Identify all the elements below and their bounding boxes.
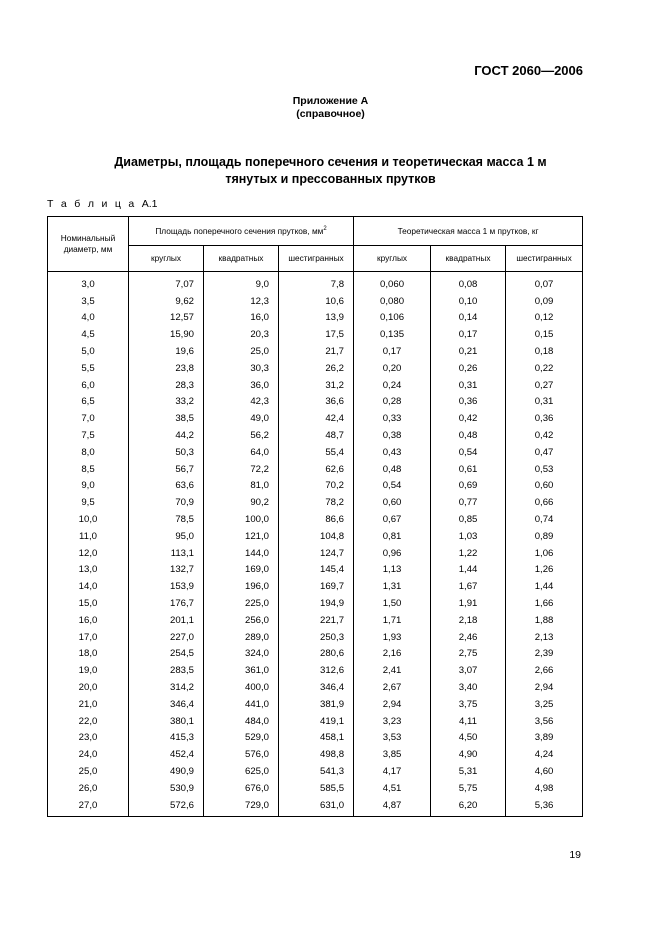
value-cell: 541,3: [279, 763, 354, 780]
value-cell: 0,26: [431, 360, 506, 377]
value-cell: 1,71: [354, 612, 431, 629]
value-cell: 17,5: [279, 326, 354, 343]
value-cell: 0,69: [431, 478, 506, 495]
value-cell: 70,9: [129, 494, 204, 511]
value-cell: 0,10: [431, 293, 506, 310]
value-cell: 4,24: [506, 746, 583, 763]
value-cell: 3,56: [506, 713, 583, 730]
value-cell: 221,7: [279, 612, 354, 629]
value-cell: 0,31: [431, 377, 506, 394]
section-title-line2: тянутых и прессованных прутков: [225, 172, 436, 186]
appendix-note: (справочное): [296, 108, 365, 120]
diameter-cell: 8,0: [48, 444, 129, 461]
value-cell: 0,33: [354, 410, 431, 427]
table-row: [48, 410, 583, 427]
value-cell: 0,43: [354, 444, 431, 461]
table-label-word: Т а б л и ц а: [47, 198, 137, 210]
value-cell: 225,0: [204, 595, 279, 612]
table-row: [48, 377, 583, 394]
value-cell: 346,4: [279, 679, 354, 696]
value-cell: 676,0: [204, 780, 279, 797]
value-cell: 62,6: [279, 461, 354, 478]
appendix-title: Приложение А: [292, 95, 369, 107]
diameter-cell: 3,0: [48, 272, 129, 293]
diameter-cell: 19,0: [48, 662, 129, 679]
value-cell: 19,6: [129, 343, 204, 360]
value-cell: 4,17: [354, 763, 431, 780]
header-area-group: [129, 217, 354, 246]
value-cell: 441,0: [204, 696, 279, 713]
value-cell: 0,22: [506, 360, 583, 377]
value-cell: 13,9: [279, 310, 354, 327]
value-cell: 380,1: [129, 713, 204, 730]
table-row: [48, 494, 583, 511]
diameter-cell: 8,5: [48, 461, 129, 478]
table-row: [48, 326, 583, 343]
diameter-cell: 7,5: [48, 427, 129, 444]
value-cell: 23,8: [129, 360, 204, 377]
value-cell: 0,106: [354, 310, 431, 327]
value-cell: 1,67: [431, 578, 506, 595]
value-cell: 44,2: [129, 427, 204, 444]
diameter-cell: 6,0: [48, 377, 129, 394]
table-row: [48, 662, 583, 679]
value-cell: 1,88: [506, 612, 583, 629]
table-label: [47, 198, 158, 210]
value-cell: 20,3: [204, 326, 279, 343]
table-row: [48, 629, 583, 646]
value-cell: 196,0: [204, 578, 279, 595]
value-cell: 0,42: [506, 427, 583, 444]
value-cell: 1,91: [431, 595, 506, 612]
value-cell: 2,75: [431, 646, 506, 663]
value-cell: 0,77: [431, 494, 506, 511]
table-row: [48, 746, 583, 763]
value-cell: 0,135: [354, 326, 431, 343]
diameter-cell: 18,0: [48, 646, 129, 663]
value-cell: 3,07: [431, 662, 506, 679]
table-row: [48, 360, 583, 377]
value-cell: 176,7: [129, 595, 204, 612]
value-cell: 0,31: [506, 394, 583, 411]
subheader-cell: квадратных: [431, 246, 506, 272]
value-cell: 3,23: [354, 713, 431, 730]
diameter-cell: 9,0: [48, 478, 129, 495]
table-row: [48, 763, 583, 780]
value-cell: 4,87: [354, 797, 431, 816]
table-row: [48, 293, 583, 310]
table-row: [48, 545, 583, 562]
value-cell: 4,11: [431, 713, 506, 730]
diameter-cell: 12,0: [48, 545, 129, 562]
value-cell: 631,0: [279, 797, 354, 816]
value-cell: 30,3: [204, 360, 279, 377]
value-cell: 2,46: [431, 629, 506, 646]
value-cell: 42,3: [204, 394, 279, 411]
value-cell: 1,22: [431, 545, 506, 562]
value-cell: 1,50: [354, 595, 431, 612]
value-cell: 0,060: [354, 272, 431, 293]
diameter-cell: 6,5: [48, 394, 129, 411]
value-cell: 10,6: [279, 293, 354, 310]
value-cell: 4,51: [354, 780, 431, 797]
value-cell: 452,4: [129, 746, 204, 763]
section-title: [0, 154, 661, 188]
value-cell: 0,61: [431, 461, 506, 478]
table-row: [48, 797, 583, 816]
value-cell: 56,2: [204, 427, 279, 444]
value-cell: 5,36: [506, 797, 583, 816]
value-cell: 95,0: [129, 528, 204, 545]
value-cell: 0,36: [506, 410, 583, 427]
value-cell: 104,8: [279, 528, 354, 545]
value-cell: 121,0: [204, 528, 279, 545]
value-cell: 36,6: [279, 394, 354, 411]
value-cell: 0,21: [431, 343, 506, 360]
table-row: [48, 679, 583, 696]
subheader-cell: круглых: [354, 246, 431, 272]
value-cell: 0,54: [431, 444, 506, 461]
value-cell: 3,89: [506, 730, 583, 747]
table-row: [48, 713, 583, 730]
diameter-cell: 4,5: [48, 326, 129, 343]
value-cell: 90,2: [204, 494, 279, 511]
value-cell: 0,07: [506, 272, 583, 293]
value-cell: 0,67: [354, 511, 431, 528]
value-cell: 0,60: [506, 478, 583, 495]
value-cell: 381,9: [279, 696, 354, 713]
value-cell: 78,2: [279, 494, 354, 511]
value-cell: 132,7: [129, 562, 204, 579]
value-cell: 227,0: [129, 629, 204, 646]
table-body: [48, 272, 583, 817]
value-cell: 21,7: [279, 343, 354, 360]
value-cell: 0,38: [354, 427, 431, 444]
value-cell: 1,26: [506, 562, 583, 579]
value-cell: 0,12: [506, 310, 583, 327]
value-cell: 5,75: [431, 780, 506, 797]
diameter-cell: 3,5: [48, 293, 129, 310]
standard-designation: ГОСТ 2060—2006: [474, 63, 583, 78]
value-cell: 5,31: [431, 763, 506, 780]
value-cell: 31,2: [279, 377, 354, 394]
value-cell: 169,7: [279, 578, 354, 595]
value-cell: 7,07: [129, 272, 204, 293]
value-cell: 0,080: [354, 293, 431, 310]
diameter-cell: 7,0: [48, 410, 129, 427]
table-header-row: [48, 217, 583, 246]
value-cell: 314,2: [129, 679, 204, 696]
diameter-cell: 23,0: [48, 730, 129, 747]
value-cell: 153,9: [129, 578, 204, 595]
value-cell: 7,8: [279, 272, 354, 293]
value-cell: 3,53: [354, 730, 431, 747]
value-cell: 324,0: [204, 646, 279, 663]
value-cell: 0,14: [431, 310, 506, 327]
value-cell: 254,5: [129, 646, 204, 663]
value-cell: 3,85: [354, 746, 431, 763]
value-cell: 625,0: [204, 763, 279, 780]
value-cell: 0,28: [354, 394, 431, 411]
table-row: [48, 696, 583, 713]
table-row: [48, 461, 583, 478]
value-cell: 42,4: [279, 410, 354, 427]
value-cell: 361,0: [204, 662, 279, 679]
diameter-cell: 5,5: [48, 360, 129, 377]
subheader-cell: шестигранных: [279, 246, 354, 272]
value-cell: 56,7: [129, 461, 204, 478]
value-cell: 72,2: [204, 461, 279, 478]
value-cell: 144,0: [204, 545, 279, 562]
value-cell: 0,24: [354, 377, 431, 394]
table-row: [48, 272, 583, 293]
data-table: [47, 216, 583, 817]
table-row: [48, 528, 583, 545]
value-cell: 48,7: [279, 427, 354, 444]
value-cell: 0,47: [506, 444, 583, 461]
table-row: [48, 394, 583, 411]
value-cell: 38,5: [129, 410, 204, 427]
diameter-cell: 10,0: [48, 511, 129, 528]
value-cell: 0,85: [431, 511, 506, 528]
value-cell: 1,06: [506, 545, 583, 562]
value-cell: 0,08: [431, 272, 506, 293]
header-area-superscript: 2: [323, 225, 327, 232]
value-cell: 0,18: [506, 343, 583, 360]
value-cell: 1,93: [354, 629, 431, 646]
value-cell: 33,2: [129, 394, 204, 411]
diameter-cell: 25,0: [48, 763, 129, 780]
value-cell: 201,1: [129, 612, 204, 629]
diameter-cell: 5,0: [48, 343, 129, 360]
value-cell: 78,5: [129, 511, 204, 528]
table-row: [48, 478, 583, 495]
header-mass-group: Теоретическая масса 1 м прутков, кг: [354, 217, 583, 246]
diameter-cell: 24,0: [48, 746, 129, 763]
value-cell: 55,4: [279, 444, 354, 461]
table-row: [48, 595, 583, 612]
subheader-cell: квадратных: [204, 246, 279, 272]
diameter-cell: 9,5: [48, 494, 129, 511]
value-cell: 529,0: [204, 730, 279, 747]
value-cell: 28,3: [129, 377, 204, 394]
diameter-cell: 17,0: [48, 629, 129, 646]
value-cell: 0,42: [431, 410, 506, 427]
value-cell: 194,9: [279, 595, 354, 612]
subheader-cell: шестигранных: [506, 246, 583, 272]
value-cell: 1,13: [354, 562, 431, 579]
value-cell: 1,44: [506, 578, 583, 595]
subheader-cell: круглых: [129, 246, 204, 272]
value-cell: 1,66: [506, 595, 583, 612]
table-row: [48, 511, 583, 528]
value-cell: 0,89: [506, 528, 583, 545]
value-cell: 169,0: [204, 562, 279, 579]
value-cell: 124,7: [279, 545, 354, 562]
value-cell: 0,74: [506, 511, 583, 528]
table-row: [48, 562, 583, 579]
value-cell: 312,6: [279, 662, 354, 679]
value-cell: 16,0: [204, 310, 279, 327]
diameter-cell: 11,0: [48, 528, 129, 545]
value-cell: 15,90: [129, 326, 204, 343]
header-area-text: Площадь поперечного сечения прутков, мм: [155, 225, 324, 236]
value-cell: 0,48: [431, 427, 506, 444]
value-cell: 498,8: [279, 746, 354, 763]
value-cell: 113,1: [129, 545, 204, 562]
value-cell: 2,66: [506, 662, 583, 679]
value-cell: 81,0: [204, 478, 279, 495]
value-cell: 2,18: [431, 612, 506, 629]
page-number: 19: [569, 849, 581, 861]
diameter-cell: 4,0: [48, 310, 129, 327]
value-cell: 346,4: [129, 696, 204, 713]
table-row: [48, 646, 583, 663]
diameter-cell: 20,0: [48, 679, 129, 696]
value-cell: 0,36: [431, 394, 506, 411]
value-cell: 2,94: [506, 679, 583, 696]
value-cell: 0,09: [506, 293, 583, 310]
diameter-cell: 22,0: [48, 713, 129, 730]
value-cell: 6,20: [431, 797, 506, 816]
value-cell: 12,57: [129, 310, 204, 327]
value-cell: 100,0: [204, 511, 279, 528]
value-cell: 0,66: [506, 494, 583, 511]
value-cell: 3,40: [431, 679, 506, 696]
value-cell: 0,53: [506, 461, 583, 478]
value-cell: 4,90: [431, 746, 506, 763]
value-cell: 0,17: [354, 343, 431, 360]
value-cell: 2,41: [354, 662, 431, 679]
header-diameter: Номинальный диаметр, мм: [48, 217, 129, 272]
value-cell: 2,13: [506, 629, 583, 646]
value-cell: 1,03: [431, 528, 506, 545]
value-cell: 530,9: [129, 780, 204, 797]
value-cell: 26,2: [279, 360, 354, 377]
value-cell: 415,3: [129, 730, 204, 747]
value-cell: 729,0: [204, 797, 279, 816]
value-cell: 585,5: [279, 780, 354, 797]
value-cell: 4,60: [506, 763, 583, 780]
value-cell: 256,0: [204, 612, 279, 629]
value-cell: 25,0: [204, 343, 279, 360]
value-cell: 458,1: [279, 730, 354, 747]
appendix-heading: [0, 95, 661, 121]
value-cell: 1,31: [354, 578, 431, 595]
value-cell: 0,48: [354, 461, 431, 478]
value-cell: 86,6: [279, 511, 354, 528]
value-cell: 36,0: [204, 377, 279, 394]
table-row: [48, 730, 583, 747]
value-cell: 400,0: [204, 679, 279, 696]
value-cell: 1,44: [431, 562, 506, 579]
value-cell: 572,6: [129, 797, 204, 816]
diameter-cell: 14,0: [48, 578, 129, 595]
table-row: [48, 780, 583, 797]
value-cell: 0,15: [506, 326, 583, 343]
diameter-cell: 16,0: [48, 612, 129, 629]
value-cell: 0,60: [354, 494, 431, 511]
value-cell: 2,39: [506, 646, 583, 663]
diameter-cell: 15,0: [48, 595, 129, 612]
value-cell: 0,27: [506, 377, 583, 394]
value-cell: 4,50: [431, 730, 506, 747]
value-cell: 0,96: [354, 545, 431, 562]
value-cell: 0,81: [354, 528, 431, 545]
value-cell: 576,0: [204, 746, 279, 763]
diameter-cell: 13,0: [48, 562, 129, 579]
value-cell: 145,4: [279, 562, 354, 579]
value-cell: 0,17: [431, 326, 506, 343]
value-cell: 63,6: [129, 478, 204, 495]
value-cell: 419,1: [279, 713, 354, 730]
value-cell: 4,98: [506, 780, 583, 797]
value-cell: 49,0: [204, 410, 279, 427]
value-cell: 9,0: [204, 272, 279, 293]
value-cell: 250,3: [279, 629, 354, 646]
value-cell: 70,2: [279, 478, 354, 495]
section-title-line1: Диаметры, площадь поперечного сечения и теоретическая масса 1 м: [114, 155, 547, 169]
value-cell: 283,5: [129, 662, 204, 679]
table-subheader-row: [48, 246, 583, 272]
value-cell: 484,0: [204, 713, 279, 730]
table-row: [48, 444, 583, 461]
diameter-cell: 26,0: [48, 780, 129, 797]
table-row: [48, 612, 583, 629]
value-cell: 2,67: [354, 679, 431, 696]
table-label-number: А.1: [141, 198, 158, 210]
value-cell: 2,16: [354, 646, 431, 663]
value-cell: 50,3: [129, 444, 204, 461]
value-cell: 12,3: [204, 293, 279, 310]
value-cell: 9,62: [129, 293, 204, 310]
value-cell: 289,0: [204, 629, 279, 646]
table-row: [48, 310, 583, 327]
value-cell: 0,20: [354, 360, 431, 377]
diameter-cell: 21,0: [48, 696, 129, 713]
value-cell: 3,25: [506, 696, 583, 713]
value-cell: 64,0: [204, 444, 279, 461]
table-row: [48, 343, 583, 360]
value-cell: 3,75: [431, 696, 506, 713]
diameter-cell: 27,0: [48, 797, 129, 816]
table-row: [48, 578, 583, 595]
value-cell: 490,9: [129, 763, 204, 780]
value-cell: 280,6: [279, 646, 354, 663]
value-cell: 2,94: [354, 696, 431, 713]
table-row: [48, 427, 583, 444]
value-cell: 0,54: [354, 478, 431, 495]
